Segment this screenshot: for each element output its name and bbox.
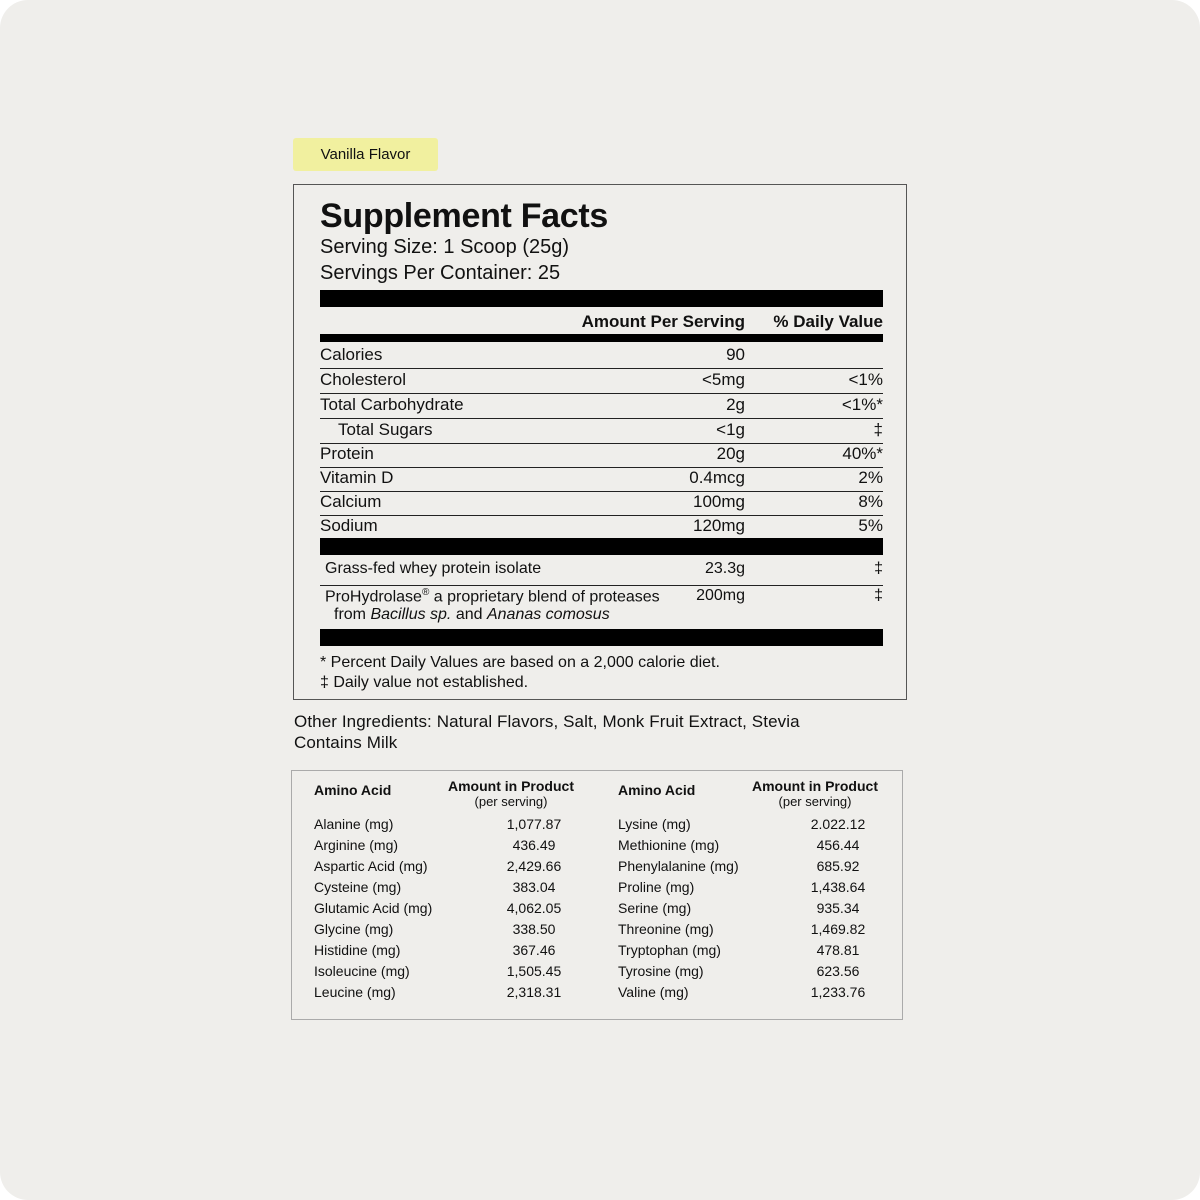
other-ingredients: Other Ingredients: Natural Flavors, Salt, Monk Fruit Extract, Stevia [294, 712, 800, 731]
nutrient-name: Total Sugars [338, 420, 433, 439]
amino-row: Serine (mg) 935.34 [618, 900, 860, 916]
amino-row: Threonine (mg) 1,469.82 [618, 921, 866, 937]
nutrient-row-protein [320, 443, 883, 468]
amino-column-left [314, 771, 614, 1019]
ingredient-name: ProHydrolase® a proprietary blend of proteases [325, 587, 660, 606]
amino-header-sub: (per serving) [474, 794, 548, 809]
nutrient-name: Cholesterol [320, 370, 406, 389]
nutrient-dv: ‡ [873, 420, 883, 439]
supplement-facts-box [293, 184, 907, 700]
allergen-statement: Contains Milk [294, 733, 398, 752]
nutrient-row-sodium [320, 515, 883, 539]
nutrient-name: Calories [320, 345, 383, 364]
ingredient-amount: 23.3g [704, 560, 745, 577]
nutrient-dv: <1%* [841, 395, 883, 414]
nutrient-amount: 2g [726, 395, 745, 414]
amino-acid-table [291, 770, 903, 1020]
nutrient-dv: 8% [858, 492, 883, 511]
amino-row: Histidine (mg) 367.46 [314, 942, 556, 958]
footnote-daily-values: * Percent Daily Values are based on a 2,000 calorie diet. [320, 654, 720, 671]
footnote-not-established: ‡ Daily value not established. [320, 674, 529, 691]
amino-header-sub: (per serving) [778, 794, 852, 809]
nutrient-amount: 100mg [693, 492, 745, 511]
amino-row: Methionine (mg) 456.44 [618, 837, 860, 853]
nutrient-dv: 2% [858, 468, 883, 487]
registered-mark: ® [421, 587, 430, 598]
amino-row: Glycine (mg) 338.50 [314, 921, 556, 937]
amino-row: Phenylalanine (mg) 685.92 [618, 858, 860, 874]
facts-title: Supplement Facts [320, 197, 609, 235]
ingredient-dv: ‡ [874, 560, 883, 577]
amino-header-amount: Amount in Product (per serving) [436, 779, 586, 809]
header-daily-value: % Daily Value [773, 312, 883, 331]
nutrient-amount: 120mg [693, 516, 745, 535]
servings-per-container: Servings Per Container: 25 [320, 262, 561, 284]
amino-row: Alanine (mg) 1,077.87 [314, 816, 562, 832]
nutrient-dv: <1% [848, 370, 883, 389]
amino-row: Valine (mg) 1,233.76 [618, 984, 866, 1000]
nutrient-row-total-sugars [320, 419, 883, 444]
ingredient-name-line2: from Bacillus sp. and Ananas comosus [334, 606, 610, 623]
divider-bar-thick [320, 290, 883, 307]
header-amount-per-serving: Amount Per Serving [581, 312, 745, 331]
nutrient-amount: <5mg [702, 370, 745, 389]
nutrient-dv: 5% [858, 516, 883, 535]
nutrient-name: Vitamin D [320, 468, 394, 487]
ingredient-row-prohydrolase [320, 587, 883, 627]
amino-row: Proline (mg) 1,438.64 [618, 879, 866, 895]
divider-bar-thick [320, 538, 883, 555]
nutrient-row-calories [320, 344, 883, 369]
ingredient-dv: ‡ [874, 587, 883, 604]
amino-row: Isoleucine (mg) 1,505.45 [314, 963, 562, 979]
nutrient-row-cholesterol [320, 369, 883, 394]
nutrient-dv: 40%* [842, 444, 883, 463]
nutrient-amount: 0.4mcg [689, 468, 745, 487]
amino-row: Cysteine (mg) 383.04 [314, 879, 556, 895]
amino-row: Lysine (mg) 2.022.12 [618, 816, 866, 832]
nutrient-amount: 20g [716, 444, 745, 463]
nutrient-name: Sodium [320, 516, 378, 535]
amino-header-amount: Amount in Product (per serving) [740, 779, 890, 809]
amino-column-right [618, 771, 902, 1019]
amino-header-name: Amino Acid [618, 782, 696, 798]
amino-row: Tyrosine (mg) 623.56 [618, 963, 860, 979]
amino-header-name: Amino Acid [314, 782, 392, 798]
nutrient-row-total-carbohydrate [320, 394, 883, 419]
nutrient-name: Protein [320, 444, 374, 463]
ingredient-amount: 200mg [696, 587, 745, 604]
nutrient-row-calcium [320, 491, 883, 516]
amino-row: Leucine (mg) 2,318.31 [314, 984, 562, 1000]
nutrient-row-vitamin-d [320, 467, 883, 492]
nutrient-name: Total Carbohydrate [320, 395, 464, 414]
amino-row: Arginine (mg) 436.49 [314, 837, 556, 853]
amino-row: Tryptophan (mg) 478.81 [618, 942, 860, 958]
amino-row: Aspartic Acid (mg) 2,429.66 [314, 858, 562, 874]
flavor-tag: Vanilla Flavor [293, 138, 438, 171]
nutrient-amount: <1g [716, 420, 745, 439]
ingredient-row-whey [320, 560, 883, 586]
ingredient-name: Grass-fed whey protein isolate [325, 560, 542, 577]
amino-row: Glutamic Acid (mg) 4,062.05 [314, 900, 562, 916]
divider-bar-thick [320, 629, 883, 646]
nutrient-amount: 90 [726, 345, 745, 364]
nutrient-name: Calcium [320, 492, 382, 511]
divider-bar-medium [320, 334, 883, 342]
serving-size: Serving Size: 1 Scoop (25g) [320, 236, 570, 258]
